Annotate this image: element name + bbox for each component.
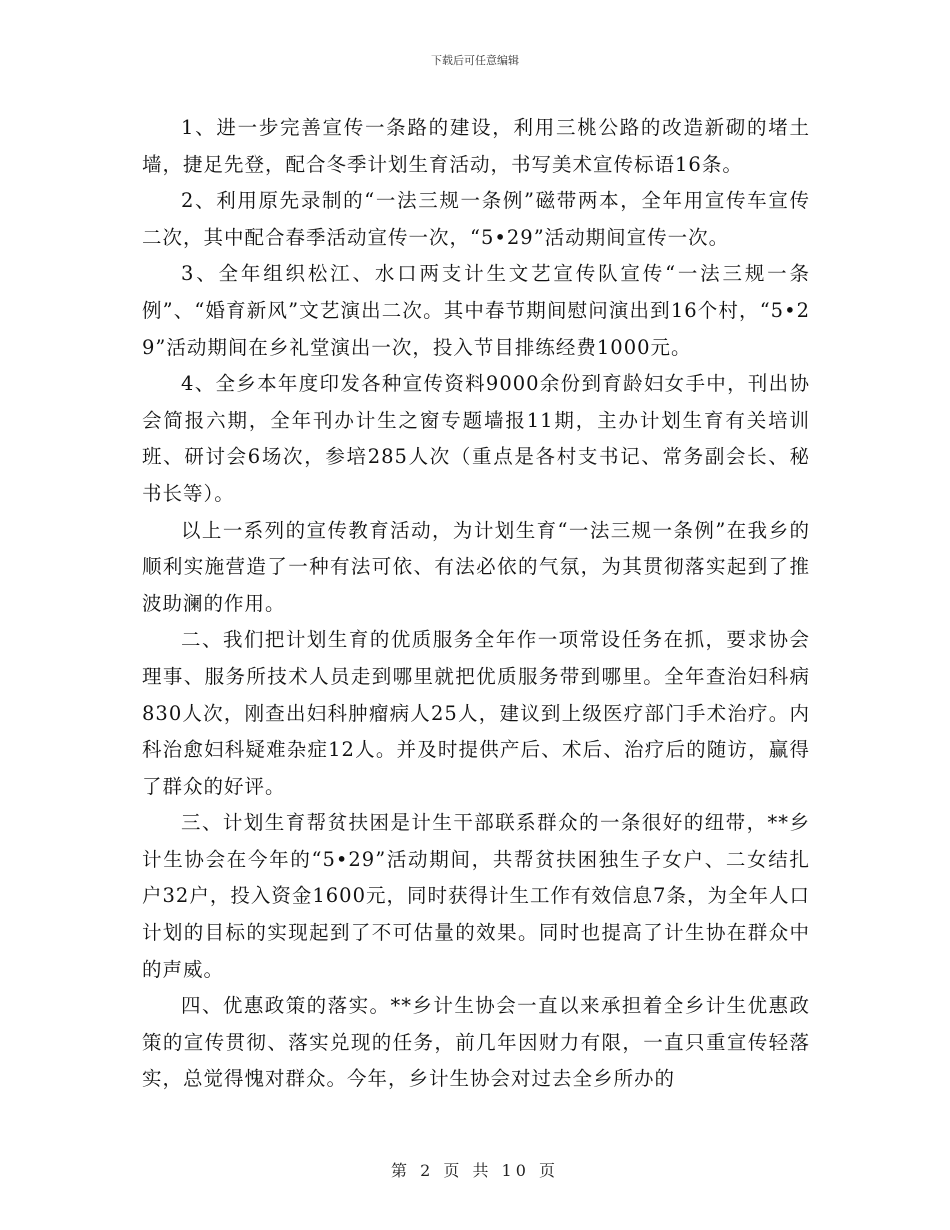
paragraph-section-2: 二、我们把计划生育的优质服务全年作一项常设任务在抓，要求协会理事、服务所技术人员走到哪里就把优质服务带到哪里。全年查治妇科病830人次，刚查出妇科肿瘤病人25人，建议到上级医疗部门手术治疗。内科治愈妇科疑难杂症12人。并及时提供产后、术后、治疗后的随访，赢得了群众的好评。 [142, 628, 810, 798]
paragraph-section-4: 四、优惠政策的落实。**乡计生协会一直以来承担着全乡计生优惠政策的宣传贯彻、落实兑现的任务，前几年因财力有限，一直只重宣传轻落实，总觉得愧对群众。今年，乡计生协会对过去全乡所办的 [142, 994, 810, 1091]
paragraph-2: 2、利用原先录制的“一法三规一条例”磁带两本，全年用宣传车宣传二次，其中配合春季活动宣传一次，“5•29”活动期间宣传一次。 [142, 189, 810, 249]
page-number: 第 2 页 共 10 页 [391, 1161, 559, 1180]
paragraph-summary: 以上一系列的宣传教育活动，为计划生育“一法三规一条例”在我乡的顺利实施营造了一种有法可依、有法必依的气氛，为其贯彻落实起到了推波助澜的作用。 [142, 518, 810, 615]
page-header-note: 下载后可任意编辑 [431, 54, 519, 67]
paragraph-1: 1、进一步完善宣传一条路的建设，利用三桃公路的改造新砌的堵土墙，捷足先登，配合冬季计划生育活动，书写美术宣传标语16条。 [142, 116, 810, 176]
paragraph-section-3: 三、计划生育帮贫扶困是计生干部联系群众的一条很好的纽带，**乡计生协会在今年的“5•29”活动期间，共帮贫扶困独生子女户、二女结扎户32户，投入资金1600元，同时获得计生工作有效信息7条，为全年人口计划的目标的实现起到了不可估量的效果。同时也提高了计生协在群众中的声威。 [142, 811, 810, 981]
paragraph-3: 3、全年组织松江、水口两支计生文艺宣传队宣传“一法三规一条例”、“婚育新风”文艺演出二次。其中春节期间慰问演出到16个村，“5•29”活动期间在乡礼堂演出一次，投入节目排练经费1000元。 [142, 262, 810, 359]
paragraph-4: 4、全乡本年度印发各种宣传资料9000余份到育龄妇女手中，刊出协会简报六期，全年刊办计生之窗专题墙报11期，主办计划生育有关培训班、研讨会6场次，参培285人次（重点是各村支书记、常务副会长、秘书长等）。 [142, 372, 810, 505]
document-body [142, 110, 810, 1098]
